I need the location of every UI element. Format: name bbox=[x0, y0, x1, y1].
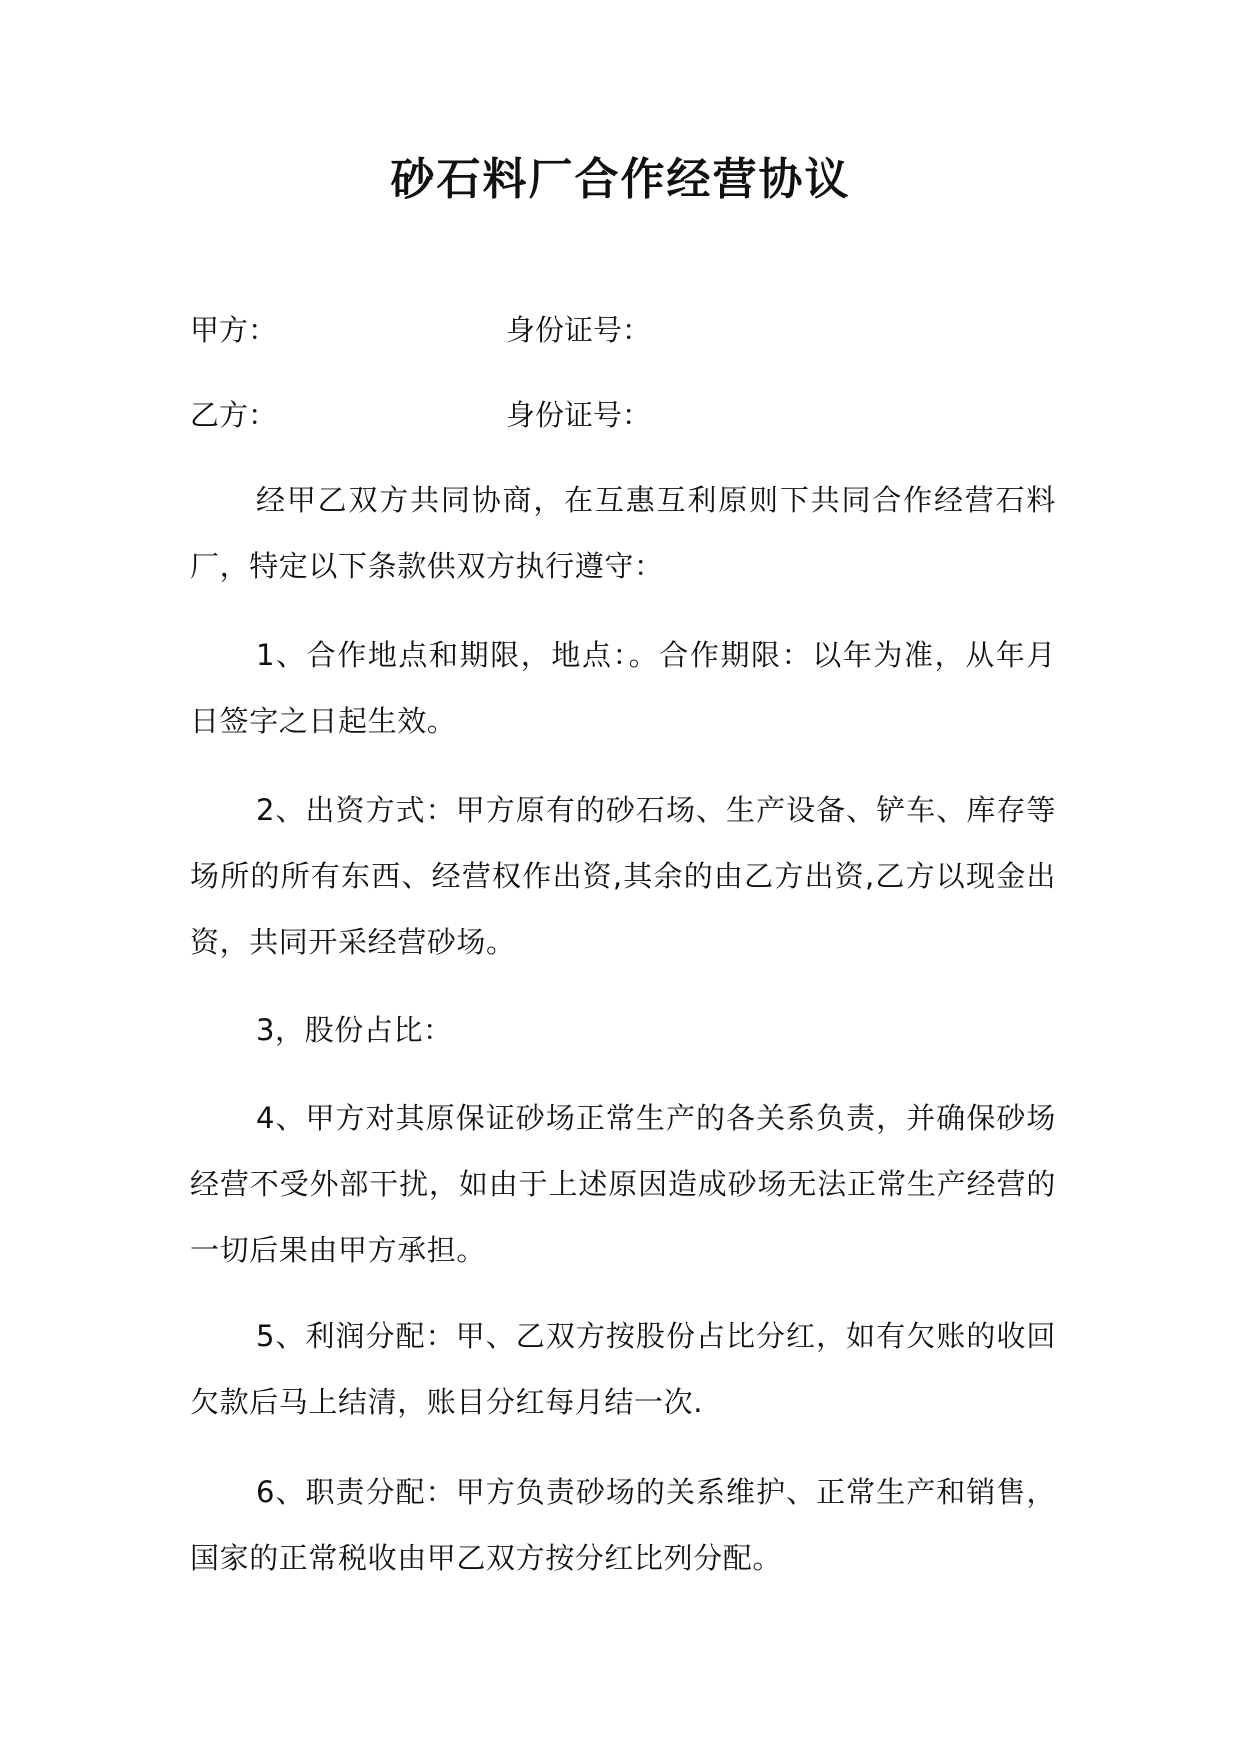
document-title: 砂石料厂合作经营协议 bbox=[390, 154, 851, 205]
clause-6-responsibilities: 6、职责分配：甲方负责砂场的关系维护、正常生产和销售，国家的正常税收由甲乙双方按分红比列分配。 bbox=[190, 1475, 1056, 1575]
clause-1-location-term: 1、合作地点和期限，地点：。合作期限：以年为准，从年月日签字之日起生效。 bbox=[190, 638, 1056, 738]
party-b-label: 乙方： bbox=[190, 398, 278, 432]
party-a-label: 甲方： bbox=[190, 313, 278, 347]
clause-5-profit-distribution: 5、利润分配：甲、乙双方按股份占比分红，如有欠账的收回欠款后马上结清，账目分红每月结一次. bbox=[190, 1319, 1056, 1419]
party-a-id-label: 身份证号： bbox=[506, 313, 652, 347]
party-a-row bbox=[190, 308, 1070, 352]
party-b-id-label: 身份证号： bbox=[506, 398, 652, 432]
intro-paragraph: 经甲乙双方共同协商，在互惠互利原则下共同合作经营石料厂，特定以下条款供双方执行遵守： bbox=[190, 483, 1056, 583]
party-b-row bbox=[190, 393, 1070, 437]
clause-2-investment: 2、出资方式：甲方原有的砂石场、生产设备、铲车、库存等场所的所有东西、经营权作出资,其余的由乙方出资,乙方以现金出资，共同开采经营砂场。 bbox=[190, 793, 1056, 959]
clause-4-party-a-duty: 4、甲方对其原保证砂场正常生产的各关系负责，并确保砂场经营不受外部干扰，如由于上述原因造成砂场无法正常生产经营的一切后果由甲方承担。 bbox=[190, 1101, 1056, 1267]
clause-3-share-ratio: 3，股份占比： bbox=[256, 1013, 453, 1047]
